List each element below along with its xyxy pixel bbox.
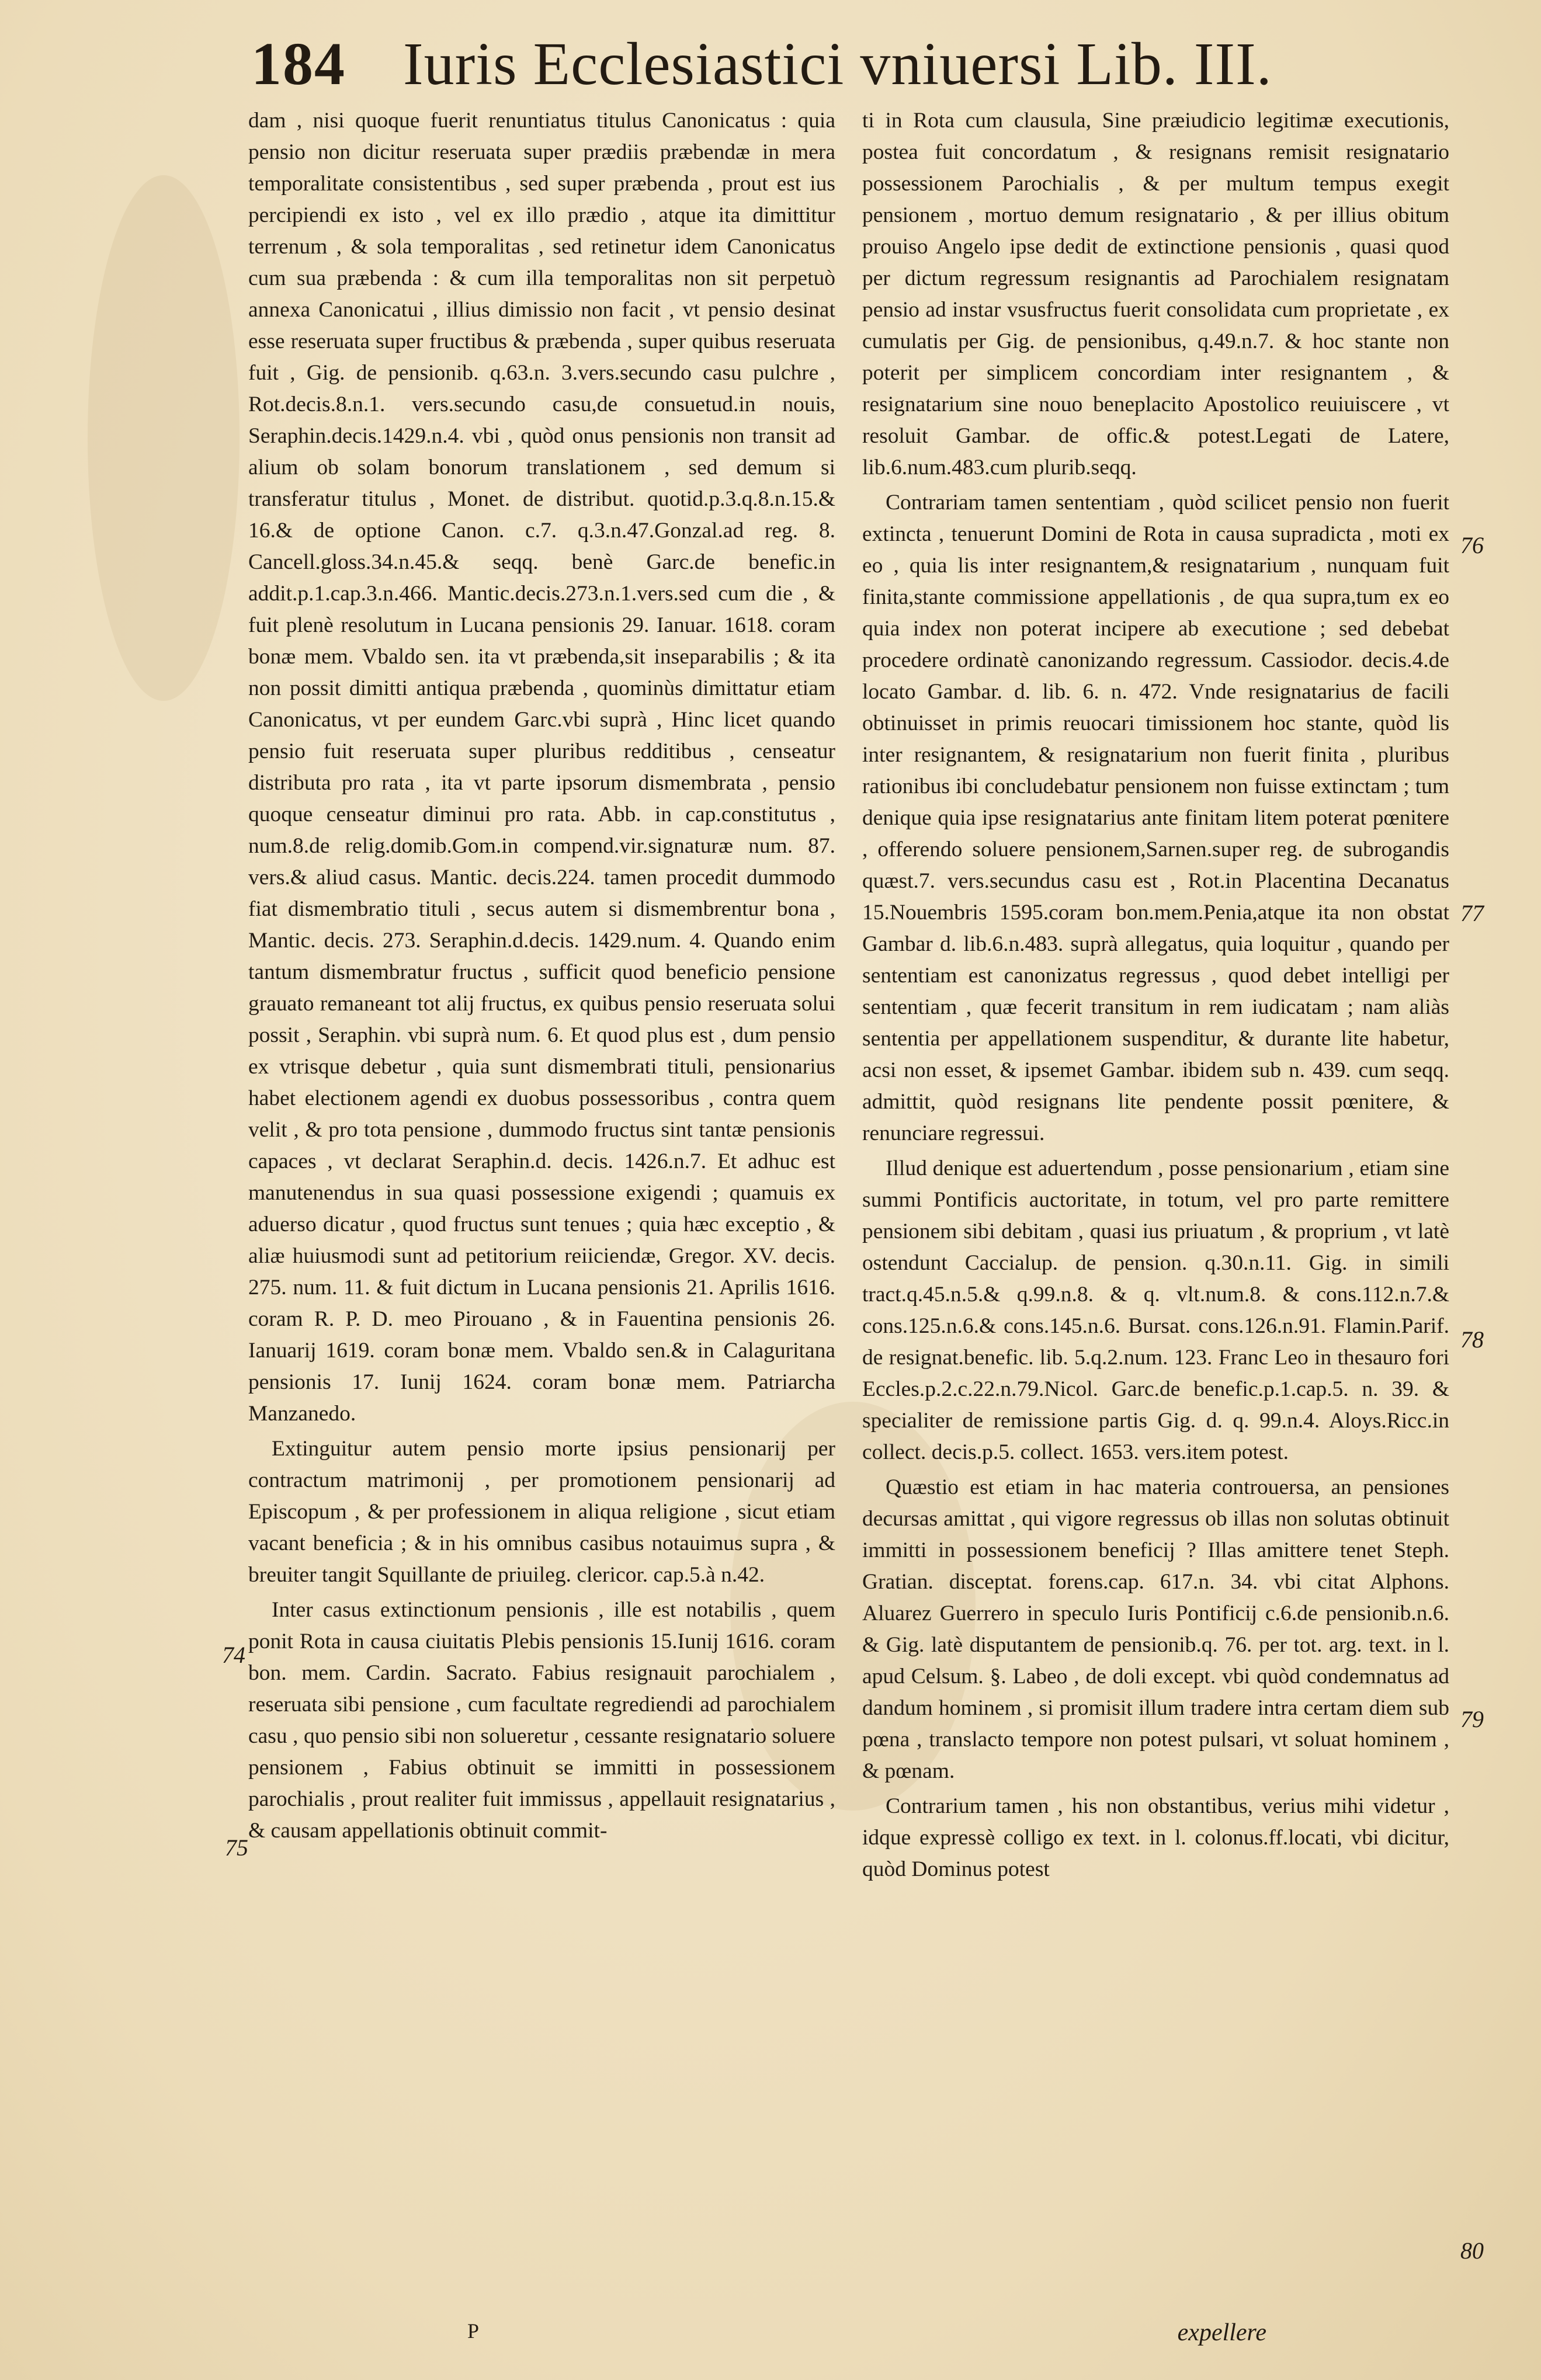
marginal-number: 80 [1460, 2237, 1484, 2264]
running-title: Iuris Ecclesiastici vniuersi Lib. III. [403, 30, 1272, 98]
marginal-number: 78 [1460, 1326, 1484, 1353]
paragraph: ti in Rota cum clausula, Sine præiudicio legitimæ executionis, postea fuit concordatum , & resignans remisit resignatario possessionem Parochialis , & per multum tempus exegit pensionem , mortuo demum resignatario , & per illius obitum prouiso Angelo ipse dedit de extinctione pensionis , quasi quod per dictum regressum resignantis ad Parochialem resignatam pensio ad instar vsusfructus fuerit consolidata cum proprietate , ex cumulatis per Gig. de pensionibus, q.49.n.7. & hoc stante non poterit per simplicem concordiam inter resignantem , & resignatarium sine nouo beneplacito Apostolico reuiuiscere , vt resoluit Gambar. de offic.& potest.Legati de Latere, lib.6.num.483.cum plurib.seqq. [862, 109, 1449, 480]
signature-mark: P [467, 2319, 480, 2343]
paper-stain [88, 175, 240, 701]
page-number: 184 [251, 30, 346, 98]
marginal-number: 76 [1460, 532, 1484, 558]
paragraph: Illud denique est aduertendum , posse pensionarium , etiam sine summi Pontificis auctoritate, in totum, vel pro parte remittere pensionem sibi debitam , quasi ius priuatum , & proprium , vt latè ostendunt Caccialup. de pension. q.30.n.11. Gig. in simili tract.q.45.n.5.& q.99.n.8. & q. vlt.num.8. & cons.112.n.7.& cons.125.n.6.& cons.145.n.6. Bursat. cons.126.n.91. Flamin.Parif. de resignat.benefic. lib. 5.q.2.num. 123. Franc Leo in thesauro fori Eccles.p.2.c.22.n.79.Nicol. Garc.de benefic.p.1.cap.5. n. 39. & specialiter de remissione partis Gig. d. q. 99.n.4. Aloys.Ricc.in collect. decis.p.5. collect. 1653. vers.item potest. [862, 1156, 1449, 1464]
catchword: expellere [1177, 2319, 1266, 2346]
paragraph: Quæstio est etiam in hac materia controuersa, an pensiones decursas amittat , qui vigore regressus ob illas non solutas obtinuit immitti in possessionem beneficij ? Illas amittere tenet Steph. Gratian. disceptat. forens.cap. 617.n. 34. vbi citat Alphons. Aluarez Guerrero in speculo Iuris Pontificij c.6.de pensionib.n.6. & Gig. latè disputantem de pensionib.q. 76. per tot. arg. text. in l. apud Celsum. §. Labeo , de doli except. vbi quòd condemnatus ad dandum hominem , si promisit illum tradere intra certam diem sub pœna , translacto tempore non potest pulsari, vt soluat hominem , & pœnam. [862, 1475, 1449, 1783]
paragraph: Extinguitur autem pensio morte ipsius pensionarij per contractum matrimonij , per promotionem pensionarij ad Episcopum , & per professionem in aliqua religione , sicut etiam vacant beneficia ; & in his omnibus casibus notauimus supra , & breuiter tangit Squillante de priuileg. clericor. cap.5.à n.42. [248, 1437, 835, 1587]
left-column [248, 105, 835, 1847]
marginal-number: 74 [222, 1642, 245, 1668]
marginal-number: 75 [225, 1834, 248, 1861]
paragraph: dam , nisi quoque fuerit renuntiatus titulus Canonicatus : quia pensio non dicitur reseruata super prædiis præbendæ in mera temporalitate consistentibus , sed super præbenda , prout est ius percipiendi ex isto , vel ex illo prædio , atque ita dimittitur terrenum , & sola temporalitas , sed retinetur idem Canonicatus cum sua præbenda : & cum illa temporalitas non sit perpetuò annexa Canonicatui , illius dimissio non facit , vt pensio desinat esse reseruata super fructibus & præbenda , super quibus reseruata fuit , Gig. de pensionib. q.63.n. 3.vers.secundo casu pulchre , Rot.decis.8.n.1. vers.secundo casu,de consuetud.in nouis, Seraphin.decis.1429.n.4. vbi , quòd onus pensionis non transit ad alium ob solam bonorum translationem , sed demum si transferatur titulus , Monet. de distribut. quotid.p.3.q.8.n.15.& 16.& de optione Canon. c.7. q.3.n.47.Gonzal.ad reg. 8. Cancell.gloss.34.n.45.& seqq. benè Garc.de benefic.in addit.p.1.cap.3.n.466. Mantic.decis.273.n.1.vers.sed cum die , & fuit plenè resolutum in Lucana pensionis 29. Ianuar. 1618. coram bonæ mem. Vbaldo sen. ita vt præbenda,sit inseparabilis ; & ita non possit dimitti antiqua præbenda , quominùs dimittatur etiam Canonicatus, vt per eundem Garc.vbi suprà , Hinc licet quando pensio fuit reseruata super pluribus redditibus , censeatur distributa pro rata , ita vt parte ipsorum dismembrata , pensio quoque censeatur diminui pro rata. Abb. in cap.constitutus , num.8.de relig.domib.Gom.in compend.vir.signaturæ num. 87. vers.& aliud casus. Mantic. decis.224. tamen procedit dummodo fiat dismembratio tituli , secus autem si dismembrentur bona , Mantic. decis. 273. Seraphin.d.decis. 1429.num. 4. Quando enim tantum dismembratur fructus , sufficit quod beneficio pensione grauato remaneant tot alij fructus, ex quibus pensio reseruata solui possit , Seraphin. vbi suprà num. 6. Et quod plus est , dum pensio ex vtrisque debetur , quia sunt dismembrati tituli, pensionarius habet electionem agendi ex duobus possessoribus , contra quem velit , & pro tota pensione , dummodo fructus sint tantæ pensionis capaces , vt declarat Seraphin.d. decis. 1426.n.7. Et adhuc est manutenendus in sua quasi possessione exigendi ; quamuis ex aduerso dicatur , quod fructus sunt tenues ; quia hæc exceptio , & aliæ huiusmodi sunt ad petitorium reiiciendæ, Gregor. XV. decis. 275. num. 11. & fuit dictum in Lucana pensionis 21. Aprilis 1616. coram R. P. D. meo Pirouano , & in Fauentina pensionis 26. Ianuarij 1619. coram bonæ mem. Vbaldo sen.& in Calaguritana pensionis 17. Iunij 1624. coram bonæ mem. Patriarcha Manzanedo. [248, 109, 835, 1426]
paragraph: Contrariam tamen sententiam , quòd scilicet pensio non fuerit extincta , tenuerunt Domini de Rota in causa supradicta , moti ex eo , quia lis inter resignantem,& resignatarium , nunquam fuit finita,stante commissione appellationis , de qua supra,tum ex eo quia index non poterat incipere ab executione ; sed debebat procedere ordinatè canonizando regressum. Cassiodor. decis.4.de locato Gambar. d. lib. 6. n. 472. Vnde resignatarius de facili obtinuisset in primis reuocari timissionem hoc stante, quòd lis inter resignantem, & resignatarium non fuerit finita , pluribus rationibus ibi concludebatur pensionem non fuisse extinctam ; tum denique quia ipse resignatarius ante finitam litem poterat pœnitere , offerendo soluere pensionem,Sarnen.super reg. de subrogandis quæst.7. vers.secundus casu est , Rot.in Placentina Decanatus 15.Nouembris 1595.coram bon.mem.Penia,atque ita non obstat Gambar d. lib.6.n.483. suprà allegatus, quia loquitur , quando per sententiam est canonizatus regressus , quod debet intelligi per sententiam , quæ fecerit transitum in rem iudicatam ; nam aliàs sententia per appellationem suspenditur, & durante lite habetur, acsi non esset, & ipsemet Gambar. ibidem sub n. 439. cum seqq. admittit, quòd resignans lite pendente possit pœnitere, & renunciare regressui. [862, 491, 1449, 1145]
paragraph: Contrarium tamen , his non obstantibus, verius mihi videtur , idque expressè colligo ex text. in l. colonus.ff.locati, vbi dicitur, quòd Dominus potest [862, 1794, 1449, 1881]
right-column [862, 105, 1449, 1885]
marginal-number: 77 [1460, 900, 1484, 926]
paragraph: Inter casus extinctionum pensionis , ille est notabilis , quem ponit Rota in causa ciuitatis Plebis pensionis 15.Iunij 1616. coram bon. mem. Cardin. Sacrato. Fabius resignauit parochialem , reseruata sibi pensione , cum facultate regrediendi ad parochialem casu , quo pensio sibi non solueretur , cessante resignatario soluere pensionem , Fabius obtinuit se immitti in possessionem parochialis , prout realiter fuit immissus , appellauit resignatarius , & causam appellationis obtinuit commit- [248, 1598, 835, 1843]
marginal-number: 79 [1460, 1706, 1484, 1732]
